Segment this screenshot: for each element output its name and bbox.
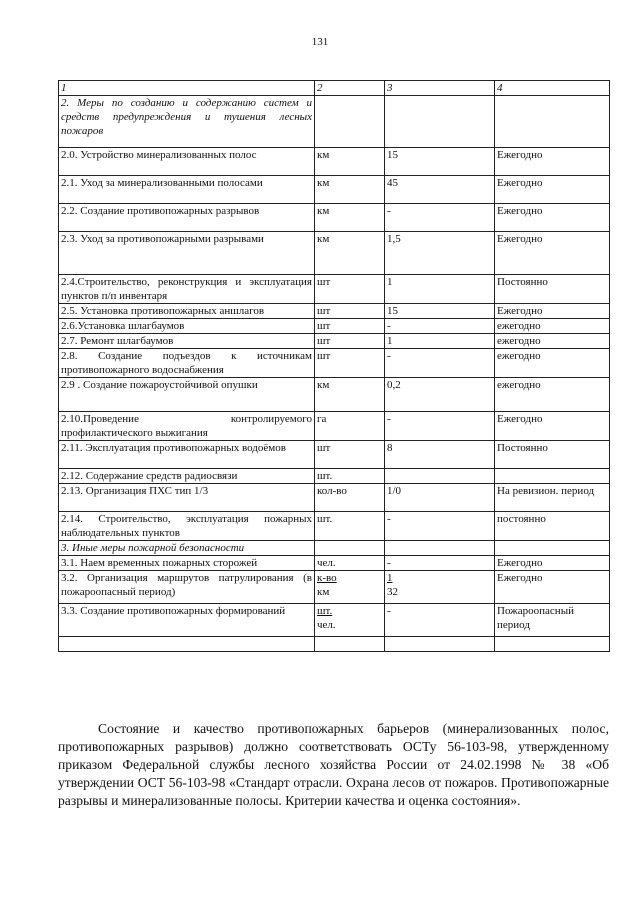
period-cell-text: На ревизион. период xyxy=(497,485,595,497)
measure-cell xyxy=(59,441,315,469)
unit-cell xyxy=(315,96,385,148)
period-cell xyxy=(495,412,610,441)
table-row xyxy=(59,469,610,484)
table-row xyxy=(59,334,610,349)
amount-cell xyxy=(385,484,495,512)
measure-cell xyxy=(59,349,315,378)
measure-cell xyxy=(59,512,315,541)
measure-cell-text: 2.14. Строительство, эксплуатация пожарных наблюдательных пунктов xyxy=(61,513,312,539)
unit-cell-text: шт xyxy=(317,305,331,317)
measure-cell-text: 2.4.Строительство, реконструкция и эксплуатация пунктов п/п инвентаря xyxy=(61,276,312,302)
table-row xyxy=(59,304,610,319)
table-row xyxy=(59,232,610,275)
amount-cell-text: - xyxy=(387,205,391,217)
table-row xyxy=(59,484,610,512)
amount-cell xyxy=(385,556,495,571)
amount-cell xyxy=(385,512,495,541)
measure-cell xyxy=(59,412,315,441)
unit-cell-text: шт xyxy=(317,442,331,454)
amount-cell-text: - xyxy=(387,413,391,425)
table-row xyxy=(59,148,610,176)
amount-cell xyxy=(385,304,495,319)
table-header-row xyxy=(59,81,610,96)
table-row xyxy=(59,541,610,556)
unit-cell-text: шт xyxy=(317,276,331,288)
measure-cell xyxy=(59,541,315,556)
amount-cell xyxy=(385,441,495,469)
amount-cell-text: 1/0 xyxy=(387,485,402,497)
period-cell-text: Ежегодно xyxy=(497,305,543,317)
period-cell-text: Ежегодно xyxy=(497,149,543,161)
measure-cell xyxy=(59,571,315,604)
measure-cell xyxy=(59,378,315,412)
header-cell: 4 xyxy=(495,81,610,96)
page-number: 131 xyxy=(311,36,329,48)
unit-cell xyxy=(315,232,385,275)
table-row xyxy=(59,176,610,204)
measure-cell-text: 2.0. Устройство минерализованных полос xyxy=(61,149,257,161)
period-cell xyxy=(495,148,610,176)
amount-cell-text: - xyxy=(387,513,391,525)
table-row xyxy=(59,512,610,541)
amount-cell-text: 1 xyxy=(387,572,393,584)
unit-cell-text: км xyxy=(317,177,330,189)
unit-cell xyxy=(315,556,385,571)
unit-cell-text: км xyxy=(317,586,330,598)
measures-table xyxy=(58,80,610,652)
measure-cell xyxy=(59,637,315,652)
measure-cell xyxy=(59,319,315,334)
header-cell: 2 xyxy=(315,81,385,96)
table-row xyxy=(59,378,610,412)
measure-cell xyxy=(59,604,315,637)
unit-cell-text: шт. xyxy=(317,605,333,617)
amount-cell xyxy=(385,571,495,604)
table-row xyxy=(59,441,610,469)
amount-cell xyxy=(385,275,495,304)
table-row xyxy=(59,204,610,232)
unit-cell-text: шт xyxy=(317,335,331,347)
measure-cell-text: 2. Меры по созданию и содержанию систем и средств предупреждения и тушения лесных пожаров xyxy=(61,97,312,137)
measure-cell-text: 2.13. Организация ПХС тип 1/3 xyxy=(61,485,209,497)
measure-cell xyxy=(59,334,315,349)
amount-cell-text: 32 xyxy=(387,586,398,598)
measure-cell-text: 2.3. Уход за противопожарными разрывами xyxy=(61,233,264,245)
measure-cell-text: 2.11. Эксплуатация противопожарных водоёмов xyxy=(61,442,286,454)
period-cell xyxy=(495,275,610,304)
measure-cell-text: 2.9 . Создание пожароустойчивой опушки xyxy=(61,379,258,391)
unit-cell-text: к-во xyxy=(317,572,337,584)
unit-cell xyxy=(315,319,385,334)
unit-cell xyxy=(315,571,385,604)
unit-cell-text: км xyxy=(317,379,330,391)
body-paragraph: Состояние и качество противопожарных барьеров (минерализованных полос, противопожарных разрывов) должно соответствовать ОСТу 56-103-98, утвержденному приказом Федеральной службы лесного хозяйства России от 24.02.1998 № 38 «Об утверждении ОСТ 56-103-98 «Стандарт отрасли. Охрана лесов от пожаров. Противопожарные разрывы и минерализованные полосы. Критерии качества и оценка состояния». xyxy=(58,721,609,808)
amount-cell-text: - xyxy=(387,320,391,332)
amount-cell-text: 1 xyxy=(387,276,393,288)
period-cell xyxy=(495,304,610,319)
period-cell xyxy=(495,604,610,637)
period-cell xyxy=(495,334,610,349)
period-cell xyxy=(495,556,610,571)
amount-cell-text: 0,2 xyxy=(387,379,401,391)
amount-cell xyxy=(385,469,495,484)
period-cell xyxy=(495,96,610,148)
unit-cell xyxy=(315,541,385,556)
unit-cell xyxy=(315,412,385,441)
period-cell xyxy=(495,469,610,484)
unit-cell-text: кол-во xyxy=(317,485,347,497)
amount-cell-text: 15 xyxy=(387,149,398,161)
period-cell-text: Постоянно xyxy=(497,276,548,288)
unit-cell-text: чел. xyxy=(317,557,336,569)
amount-cell xyxy=(385,349,495,378)
period-cell-text: Пожароопасный период xyxy=(497,605,574,631)
measure-cell-text: 2.2. Создание противопожарных разрывов xyxy=(61,205,260,217)
measure-cell-text: 2.12. Содержание средств радиосвязи xyxy=(61,470,238,482)
period-cell-text: ежегодно xyxy=(497,335,541,347)
measure-cell xyxy=(59,96,315,148)
measure-cell-text: 2.7. Ремонт шлагбаумов xyxy=(61,335,174,347)
measure-cell-text: 3.1. Наем временных пожарных сторожей xyxy=(61,557,258,569)
measure-cell xyxy=(59,484,315,512)
amount-cell xyxy=(385,637,495,652)
amount-cell xyxy=(385,232,495,275)
header-cell: 3 xyxy=(385,81,495,96)
unit-cell-text: км xyxy=(317,233,330,245)
table-row xyxy=(59,637,610,652)
amount-cell xyxy=(385,96,495,148)
period-cell xyxy=(495,349,610,378)
period-cell xyxy=(495,512,610,541)
unit-cell-text: км xyxy=(317,149,330,161)
period-cell xyxy=(495,378,610,412)
measure-cell-text: 3.3. Создание противопожарных формирований xyxy=(61,605,286,617)
table-row xyxy=(59,571,610,604)
table-row xyxy=(59,556,610,571)
measure-cell xyxy=(59,556,315,571)
measure-cell xyxy=(59,148,315,176)
amount-cell xyxy=(385,204,495,232)
period-cell xyxy=(495,484,610,512)
unit-cell xyxy=(315,484,385,512)
amount-cell xyxy=(385,176,495,204)
unit-cell xyxy=(315,604,385,637)
unit-cell xyxy=(315,637,385,652)
unit-cell xyxy=(315,148,385,176)
period-cell-text: постоянно xyxy=(497,513,546,525)
amount-cell xyxy=(385,148,495,176)
measure-cell-text: 2.1. Уход за минерализованными полосами xyxy=(61,177,263,189)
header-cell: 1 xyxy=(59,81,315,96)
measure-cell-text: 2.10.Проведение контролируемого профилактического выжигания xyxy=(61,413,312,439)
period-cell xyxy=(495,204,610,232)
amount-cell-text: 8 xyxy=(387,442,393,454)
period-cell-text: Ежегодно xyxy=(497,557,543,569)
measure-cell xyxy=(59,275,315,304)
period-cell xyxy=(495,571,610,604)
measure-cell-text: 2.5. Установка противопожарных аншлагов xyxy=(61,305,265,317)
unit-cell-text: шт xyxy=(317,350,331,362)
unit-cell xyxy=(315,441,385,469)
amount-cell xyxy=(385,604,495,637)
period-cell xyxy=(495,441,610,469)
amount-cell xyxy=(385,334,495,349)
amount-cell xyxy=(385,412,495,441)
unit-cell-text: км xyxy=(317,205,330,217)
table-row xyxy=(59,604,610,637)
amount-cell-text: 1,5 xyxy=(387,233,401,245)
measure-cell xyxy=(59,304,315,319)
amount-cell-text: 45 xyxy=(387,177,398,189)
period-cell-text: ежегодно xyxy=(497,350,541,362)
measure-cell xyxy=(59,176,315,204)
amount-cell-text: 15 xyxy=(387,305,398,317)
table-row xyxy=(59,349,610,378)
amount-cell-text: 1 xyxy=(387,335,393,347)
table-row xyxy=(59,275,610,304)
measure-cell xyxy=(59,204,315,232)
unit-cell xyxy=(315,469,385,484)
period-cell xyxy=(495,232,610,275)
unit-cell xyxy=(315,334,385,349)
table-row xyxy=(59,96,610,148)
period-cell-text: Ежегодно xyxy=(497,233,543,245)
unit-cell-text: шт. xyxy=(317,470,333,482)
measure-cell-text: 2.6.Установка шлагбаумов xyxy=(61,320,185,332)
period-cell-text: ежегодно xyxy=(497,379,541,391)
unit-cell-text: чел. xyxy=(317,619,336,631)
measure-cell xyxy=(59,469,315,484)
measure-cell xyxy=(59,232,315,275)
unit-cell-text: га xyxy=(317,413,327,425)
table-row xyxy=(59,319,610,334)
amount-cell-text: - xyxy=(387,605,391,617)
unit-cell xyxy=(315,378,385,412)
unit-cell xyxy=(315,275,385,304)
unit-cell-text: шт xyxy=(317,320,331,332)
unit-cell xyxy=(315,512,385,541)
table-row xyxy=(59,412,610,441)
period-cell xyxy=(495,319,610,334)
measure-cell-text: 3.2. Организация маршрутов патрулирования (в пожароопасный период) xyxy=(61,572,312,598)
period-cell-text: Ежегодно xyxy=(497,572,543,584)
amount-cell-text: - xyxy=(387,557,391,569)
amount-cell-text: - xyxy=(387,350,391,362)
period-cell-text: ежегодно xyxy=(497,320,541,332)
period-cell-text: Постоянно xyxy=(497,442,548,454)
amount-cell xyxy=(385,319,495,334)
unit-cell-text: шт. xyxy=(317,513,333,525)
period-cell-text: Ежегодно xyxy=(497,413,543,425)
period-cell xyxy=(495,637,610,652)
unit-cell xyxy=(315,176,385,204)
measure-cell-text: 2.8. Создание подъездов к источникам противопожарного водоснабжения xyxy=(61,350,312,376)
period-cell-text: Ежегодно xyxy=(497,205,543,217)
unit-cell xyxy=(315,304,385,319)
measure-cell-text: 3. Иные меры пожарной безопасности xyxy=(61,542,245,554)
unit-cell xyxy=(315,204,385,232)
unit-cell xyxy=(315,349,385,378)
amount-cell xyxy=(385,378,495,412)
amount-cell xyxy=(385,541,495,556)
period-cell xyxy=(495,176,610,204)
period-cell-text: Ежегодно xyxy=(497,177,543,189)
period-cell xyxy=(495,541,610,556)
